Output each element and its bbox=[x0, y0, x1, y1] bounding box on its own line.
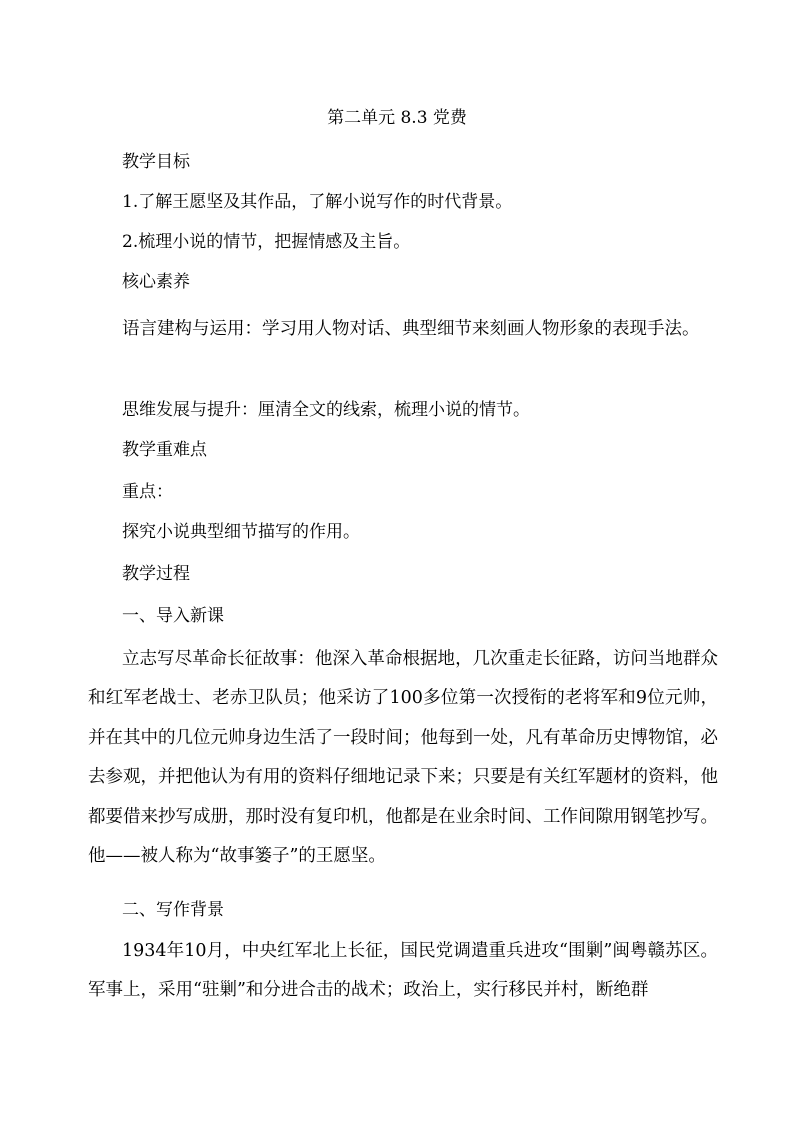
key-point-label: 重点： bbox=[122, 482, 173, 502]
objectives-heading: 教学目标 bbox=[122, 152, 190, 172]
document-title: 第二单元 8.3 党费 bbox=[327, 108, 467, 128]
objective-item-1: 1.了解王愿坚及其作品，了解小说写作的时代背景。 bbox=[122, 192, 513, 212]
literacy-language-paragraph: 语言建构与运用：学习用人物对话、典型细节来刻画人物形象的表现手法。 bbox=[122, 319, 700, 339]
literacy-thinking-line: 思维发展与提升：厘清全文的线索，梳理小说的情节。 bbox=[122, 400, 530, 420]
process-heading: 教学过程 bbox=[122, 564, 190, 584]
key-points-heading: 教学重难点 bbox=[122, 440, 207, 460]
literacy-heading: 核心素养 bbox=[122, 272, 190, 292]
key-point-text: 探究小说典型细节描写的作用。 bbox=[122, 522, 360, 542]
section-1-paragraph: 立志写尽革命长征故事：他深入革命根据地，几次重走长征路，访问当地群众和红军老战士、老赤卫队员；他采访了100多位第一次授衔的老将军和9位元帅，并在其中的几位元帅身边生活了一段时间；他每到一处，凡有革命历史博物馆，必去参观，并把他认为有用的资料仔细地记录下来；只要是有关红军题材的资料，他都要借来抄写成册，那时没有复印机，他都是在业余时间、工作间隙用钢笔抄写。他——被人称为“故事篓子”的王愿坚。 bbox=[88, 649, 718, 867]
section-2-paragraph: 1934年10月，中央红军北上长征，国民党调遣重兵进攻“围剿”闽粤赣苏区。军事上，采用“驻剿”和分进合击的战术；政治上，实行移民并村，断绝群 bbox=[88, 941, 718, 1001]
section-1-heading: 一、导入新课 bbox=[122, 606, 224, 626]
objective-item-2: 2.梳理小说的情节，把握情感及主旨。 bbox=[122, 232, 411, 252]
section-2-heading: 二、写作背景 bbox=[122, 900, 224, 920]
